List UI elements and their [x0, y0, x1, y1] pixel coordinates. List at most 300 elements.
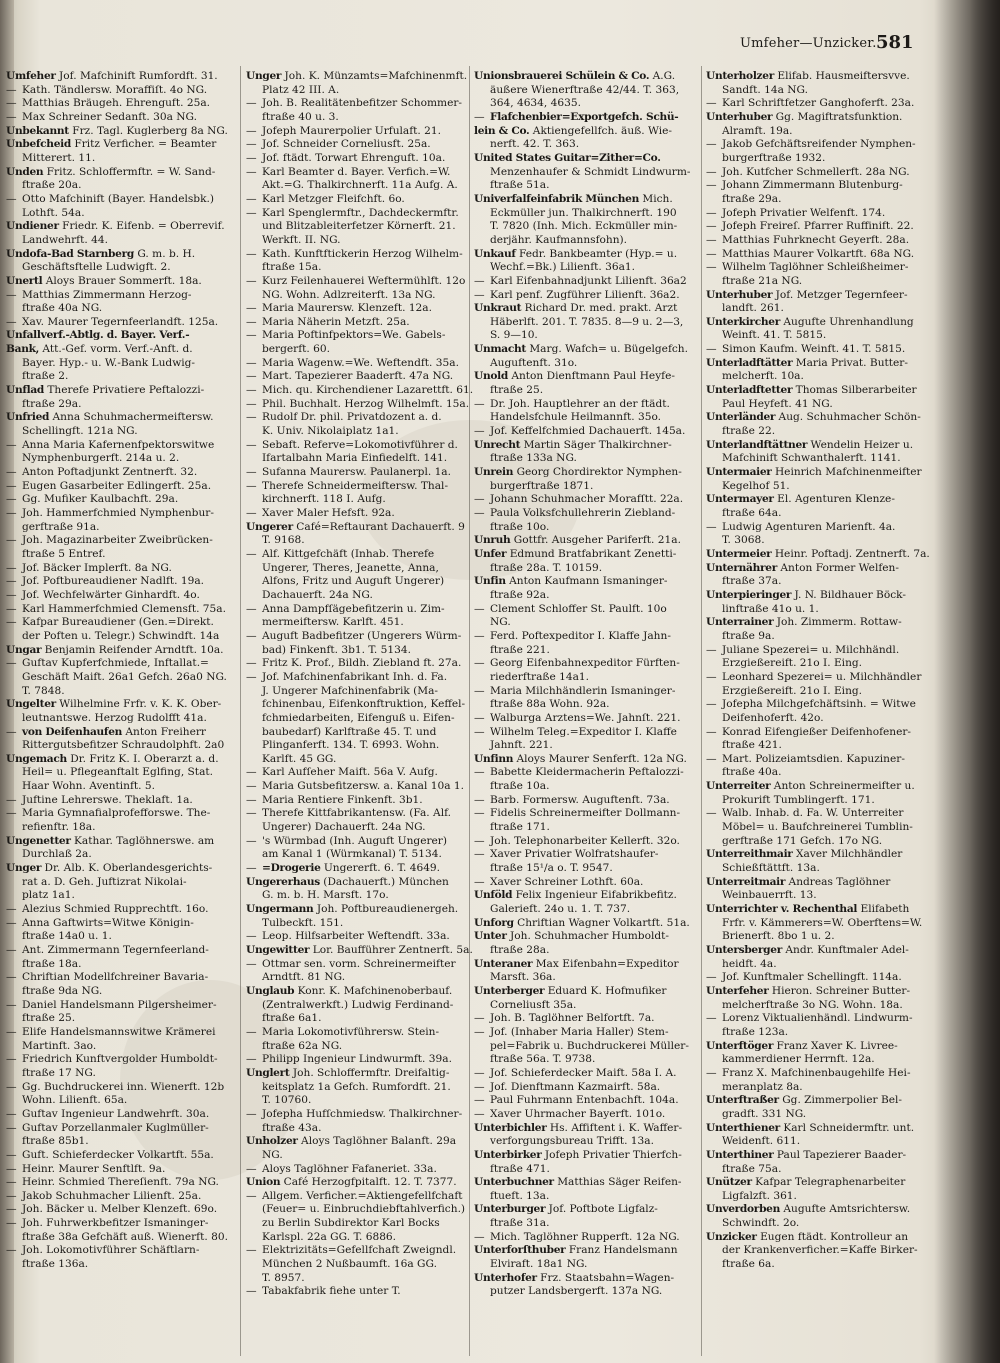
entry-text: Fritz Verficher. = Beamter	[70, 138, 217, 151]
entry-text: Jofeph Privatier Thierfch-	[541, 1148, 682, 1161]
entry-text: Mart. Tapezierer Baaderft. 47a NG.	[262, 370, 454, 383]
entry-text: ftraße 5 Entref.	[22, 547, 106, 560]
entry-continuation	[6, 889, 234, 902]
entry-text: Matthias Maurer Volkartft. 68a NG.	[722, 247, 915, 260]
entry-surname: Unterfeher	[706, 984, 769, 997]
entry-text: Jof. ftädt. Torwart Ehrenguft. 10a.	[262, 151, 446, 164]
entry-text: Jof. Kunftmaler Schellingft. 114a.	[722, 971, 902, 984]
entry-dash: —	[6, 1162, 17, 1175]
entry-text: Eugen ftädt. Kontrolleur an	[756, 1230, 909, 1243]
entry-continuation	[706, 821, 934, 834]
entry-continuation	[6, 357, 234, 370]
directory-entry	[246, 1026, 474, 1039]
entry-text: Barb. Formersw. Auguftenft. 73a.	[490, 793, 670, 806]
entry-dash: —	[6, 793, 17, 806]
entry-text: Andreas Taglöhner	[785, 875, 891, 888]
entry-surname: Untermeier	[706, 547, 772, 560]
entry-text: Joh. Schuhmacher Humboldt-	[506, 930, 669, 943]
entry-text: Xaver Schreiner Lothft. 60a.	[490, 875, 644, 888]
directory-entry	[246, 439, 474, 452]
entry-continuation	[246, 562, 474, 575]
entry-dash: —	[706, 220, 717, 233]
entry-text: Jof. Keffelfchmied Dachauerft. 145a.	[490, 425, 686, 438]
entry-dash: —	[246, 151, 257, 164]
entry-surname: Unterburger	[474, 1203, 546, 1216]
entry-continuation	[6, 1040, 234, 1053]
entry-continuation	[6, 630, 234, 643]
entry-dash: —	[6, 192, 17, 205]
running-head: Umfeher—Unzicker.	[740, 36, 877, 51]
entry-continuation	[6, 685, 234, 698]
entry-surname: Ungererhaus	[246, 875, 320, 888]
entry-text: Heinrich Mafchinenmeifter	[771, 466, 922, 479]
entry-text: ftueft. 13a.	[490, 1189, 550, 1202]
entry-text: Mafchinift Schwanthalerft. 1141.	[722, 452, 901, 465]
entry-text: Max Schreiner Sedanft. 30a NG.	[22, 110, 198, 123]
entry-text: Richard Dr. med. prakt. Arzt	[521, 302, 678, 315]
directory-entry	[706, 726, 934, 739]
entry-dash: —	[6, 1080, 17, 1093]
entry-continuation	[474, 138, 702, 151]
directory-entry	[6, 807, 234, 820]
entry-text: Dr. Alb. K. Oberlandesgerichts-	[41, 862, 213, 875]
entry-dash: —	[246, 397, 257, 410]
entry-continuation	[706, 480, 934, 493]
directory-entry	[474, 958, 702, 971]
entry-text: melcherft. 10a.	[722, 370, 804, 383]
entry-text: Matthias Fuhrknecht Geyerft. 28a.	[722, 233, 910, 246]
entry-continuation	[6, 821, 234, 834]
directory-entry	[6, 917, 234, 930]
entry-text: Rudolf Dr. phil. Privatdozent a. d.	[262, 411, 442, 424]
directory-entry	[706, 111, 934, 124]
entry-text: Ungererft. 6. T. 4649.	[320, 862, 441, 875]
entry-text: Lothft. 54a.	[22, 206, 85, 219]
directory-entry	[6, 275, 234, 288]
entry-text: Maria Poftinfpektors=We. Gabels-	[262, 329, 446, 342]
directory-entry	[706, 903, 934, 916]
entry-text: fchinenbau, Eifenkonftruktion, Keffel-	[262, 698, 466, 711]
entry-text: Dr. Fritz K. I. Oberarzt a. d.	[66, 752, 219, 765]
entry-text: nerft. 42. T. 363.	[490, 138, 580, 151]
entry-continuation	[706, 657, 934, 670]
entry-text: NG. Wohn. Adlzreiterft. 13a NG.	[262, 288, 436, 301]
entry-surname: Unfried	[6, 411, 50, 424]
entry-dash: —	[474, 425, 485, 438]
entry-surname: =Drogerie	[262, 862, 321, 875]
entry-continuation	[474, 207, 702, 220]
entry-continuation	[6, 521, 234, 534]
entry-continuation	[6, 234, 234, 247]
entry-text: Chriftian Modellfchreiner Bavaria-	[22, 971, 209, 984]
entry-text: Jofeph Freireſ. Pfarrer Ruffinift. 22.	[722, 220, 914, 233]
entry-dash: —	[474, 1107, 485, 1120]
entry-surname: Unverdorben	[706, 1203, 781, 1216]
directory-entry	[706, 207, 934, 220]
entry-text: Guftav Kupferfchmiede, Inftallat.=	[22, 657, 209, 670]
entry-text: Arndtft. 81 NG.	[262, 971, 346, 984]
entry-text: Sufanna Maurersw. Paulanerpl. 1a.	[262, 466, 451, 479]
directory-entry	[6, 903, 234, 916]
entry-dash: —	[706, 97, 717, 110]
directory-entry	[6, 111, 234, 124]
entry-text: Lorenz Viktualienhändl. Lindwurm-	[722, 1012, 913, 1025]
entry-text: G. m. b. H. Marsft. 17o.	[262, 889, 389, 902]
entry-text: zu Berlin Subdirektor Karl Bocks	[262, 1217, 440, 1230]
entry-dash: —	[6, 466, 17, 479]
entry-continuation	[246, 644, 474, 657]
entry-text: Johann Zimmermann Blutenburg-	[722, 179, 903, 192]
entry-dash: —	[6, 507, 17, 519]
directory-column-4	[706, 70, 934, 1355]
entry-continuation	[474, 234, 702, 247]
entry-dash: —	[246, 807, 257, 820]
directory-entry	[246, 903, 474, 916]
directory-entry	[6, 1163, 234, 1176]
directory-entry	[474, 889, 702, 902]
directory-entry	[706, 985, 934, 998]
entry-text: T. 7848.	[22, 684, 65, 697]
entry-text: baubedarf) Karlftraße 45. T. und	[262, 725, 437, 738]
directory-entry	[246, 1163, 474, 1176]
directory-entry	[474, 493, 702, 506]
directory-entry	[6, 411, 234, 424]
entry-text: Marg. Wafch= u. Bügelgefch.	[525, 343, 688, 356]
directory-entry	[706, 1231, 934, 1244]
entry-surname: Unger	[246, 70, 282, 82]
entry-text: ftraße 51a.	[490, 179, 550, 192]
directory-entry	[6, 753, 234, 766]
entry-text: ftraße 221.	[490, 643, 550, 656]
entry-continuation	[474, 1053, 702, 1066]
entry-continuation	[474, 97, 702, 110]
entry-continuation	[474, 616, 702, 629]
entry-text: mermeiftersw. Karlft. 451.	[262, 616, 404, 629]
entry-text: Frz. Staatsbahn=Wagen-	[536, 1271, 675, 1284]
entry-text: äußere Wienerftraße 42/44. T. 363,	[490, 83, 680, 96]
directory-entry	[706, 753, 934, 766]
entry-continuation	[246, 848, 474, 861]
entry-continuation	[246, 889, 474, 902]
entry-dash: —	[706, 1066, 717, 1079]
entry-continuation	[246, 821, 474, 834]
entry-continuation	[706, 603, 934, 616]
directory-entry	[706, 671, 934, 684]
entry-text: Karl Spenglermftr., Dachdeckermftr.	[262, 206, 459, 219]
entry-text: Fritz. Schloffermftr. = W. Sand-	[43, 165, 216, 178]
directory-entry	[474, 1012, 702, 1025]
entry-continuation	[246, 534, 474, 547]
directory-entry	[6, 493, 234, 506]
entry-surname: Unertl	[6, 274, 43, 287]
entry-text: ftraße 25.	[22, 1012, 76, 1025]
directory-entry	[6, 343, 234, 356]
directory-entry	[706, 220, 934, 233]
entry-text: Joh. Lokomotivführer Schäftlarn-	[22, 1244, 200, 1257]
directory-entry	[706, 179, 934, 192]
entry-text: Martinft. 3ao.	[22, 1039, 97, 1052]
entry-text: Gg. Magiftratsfunktion.	[772, 110, 903, 123]
entry-text: Maria Milchhändlerin Ismaninger-	[490, 684, 676, 697]
page-number: 581	[876, 32, 914, 53]
entry-text: Anton Dienftmann Paul Heyfe-	[507, 370, 675, 383]
directory-entry	[474, 794, 702, 807]
entry-continuation	[474, 329, 702, 342]
entry-surname: Unterladftätter	[706, 356, 793, 369]
entry-text: Heinr. Schmied Thereſienft. 79a NG.	[22, 1176, 219, 1189]
entry-continuation	[246, 589, 474, 602]
directory-entry	[474, 125, 702, 138]
entry-text: Mart. Polizeiamtsdien. Kapuziner-	[722, 752, 905, 765]
entry-dash: —	[6, 1203, 17, 1216]
entry-continuation	[246, 1231, 474, 1244]
entry-text: Phil. Buchhalt. Herzog Wilhelmft. 15a.	[262, 397, 470, 410]
directory-entry	[6, 1081, 234, 1094]
entry-dash: —	[6, 903, 17, 916]
entry-dash: —	[246, 247, 257, 260]
entry-text: gerftraße 171 Gefch. 17o NG.	[722, 834, 883, 847]
entry-text: Therefe Privatiere Peftalozzi-	[44, 384, 205, 397]
entry-text: Jof. (Inhaber Maria Haller) Stem-	[490, 1025, 669, 1038]
entry-continuation	[706, 1258, 934, 1271]
entry-text: ftraße 40a.	[722, 766, 782, 779]
entry-text: (Feuer= u. Einbruchdiebftahlverfich.)	[262, 1203, 466, 1216]
directory-entry	[706, 1122, 934, 1135]
entry-dash: —	[474, 1094, 485, 1107]
directory-entry	[246, 603, 474, 616]
entry-text: ftraße 123a.	[722, 1025, 789, 1038]
entry-text: Dr. Joh. Hauptlehrer an der ftädt.	[490, 397, 670, 410]
entry-continuation	[6, 780, 234, 793]
entry-text: meranplatz 8a.	[722, 1080, 803, 1093]
entry-continuation	[246, 753, 474, 766]
entry-dash: —	[6, 616, 17, 629]
entry-text: Geschäftsftelle Ludwigft. 2.	[22, 261, 171, 274]
entry-text: Ligfalzft. 361.	[722, 1189, 797, 1202]
entry-dash: —	[6, 438, 17, 451]
entry-continuation	[246, 739, 474, 752]
entry-continuation	[6, 985, 234, 998]
entry-continuation	[6, 425, 234, 438]
directory-entry	[474, 248, 702, 261]
entry-surname: Unterftöger	[706, 1039, 774, 1052]
entry-text: T. 10760.	[262, 1094, 312, 1107]
entry-continuation	[246, 220, 474, 233]
directory-entry	[706, 616, 934, 629]
entry-text: melcherftraße 3o NG. Wohn. 18a.	[722, 998, 903, 1011]
entry-continuation	[246, 289, 474, 302]
directory-entry	[246, 766, 474, 779]
directory-entry	[246, 985, 474, 998]
entry-text: bergerft. 60.	[262, 343, 330, 356]
entry-continuation	[706, 930, 934, 943]
entry-dash: —	[6, 588, 17, 601]
entry-continuation	[474, 780, 702, 793]
entry-surname: Unterberger	[474, 984, 545, 997]
entry-text: Mich. qu. Kirchendiener Lazarettft. 61.	[262, 384, 474, 397]
entry-text: ftraße 22.	[722, 425, 776, 438]
directory-entry	[6, 1244, 234, 1257]
entry-continuation	[706, 370, 934, 383]
directory-entry	[246, 480, 474, 493]
entry-surname: Unützer	[706, 1176, 752, 1189]
entry-dash: —	[246, 356, 257, 369]
entry-text: kammerdiener Herrnft. 12a.	[722, 1053, 875, 1066]
entry-text: Paul Fuhrmann Entenbachft. 104a.	[490, 1094, 679, 1107]
entry-text: Karl penf. Zugführer Lilienft. 36a2.	[490, 288, 680, 301]
directory-entry	[6, 1122, 234, 1135]
directory-entry	[6, 97, 234, 110]
entry-continuation	[246, 1094, 474, 1107]
entry-text: Kathar. Taglöhnerswe. am	[70, 834, 215, 847]
entry-dash: —	[474, 602, 485, 615]
entry-surname: Ungermann	[246, 903, 314, 916]
entry-dash: —	[6, 110, 17, 123]
directory-entry	[6, 657, 234, 670]
entry-text: Gottfr. Ausgeher Pariferft. 21a.	[510, 534, 681, 547]
entry-continuation	[474, 944, 702, 957]
entry-surname: von Deifenhaufen	[22, 725, 123, 738]
entry-text: Kafpar Telegraphenarbeiter	[751, 1176, 906, 1189]
directory-entry	[474, 930, 702, 943]
entry-text: Kath. Kunftftickerin Herzog Wilhelm-	[262, 247, 463, 260]
entry-surname: Ungerer	[246, 520, 293, 533]
entry-text: Haar Wohn. Aventinft. 5.	[22, 780, 156, 793]
entry-dash: —	[6, 1176, 17, 1189]
entry-continuation	[474, 1135, 702, 1148]
entry-text: Auguftenft. 31o.	[490, 356, 578, 369]
entry-dash: —	[6, 944, 17, 956]
entry-text: Fedr. Bankbeamter (Hyp.= u.	[515, 247, 678, 260]
entry-text: ftraße 31a.	[490, 1217, 550, 1230]
entry-text: Jofeph Privatier Welfenft. 174.	[722, 206, 886, 219]
entry-continuation	[706, 1053, 934, 1066]
entry-surname: Undiener	[6, 220, 59, 233]
entry-dash: —	[246, 793, 257, 806]
entry-text: Konr. K. Mafchinenoberbauf.	[294, 984, 453, 997]
entry-continuation	[246, 1012, 474, 1025]
directory-entry	[706, 138, 934, 151]
entry-continuation	[474, 1040, 702, 1053]
entry-text: Maria Lokomotivführersw. Stein-	[262, 1025, 440, 1038]
entry-continuation	[246, 111, 474, 124]
directory-entry	[246, 1135, 474, 1148]
entry-text: ftraße 25.	[490, 384, 544, 397]
directory-entry	[706, 1040, 934, 1053]
entry-text: Jofepha Hufſchmiedsw. Thalkirchner-	[262, 1107, 463, 1120]
entry-surname: Unden	[6, 165, 44, 178]
entry-dash: —	[6, 97, 17, 110]
entry-text: (Dachauerft.) München	[319, 875, 449, 888]
directory-entry	[6, 575, 234, 588]
entry-continuation	[246, 1258, 474, 1271]
entry-surname: Unterhofer	[474, 1271, 537, 1284]
entry-continuation	[6, 452, 234, 465]
entry-continuation	[246, 425, 474, 438]
entry-dash: —	[246, 1025, 257, 1038]
directory-entry	[474, 1108, 702, 1121]
entry-text: Dachauerft. 24a NG.	[262, 588, 373, 601]
directory-entry	[474, 575, 702, 588]
directory-entry	[706, 384, 934, 397]
entry-dash: —	[246, 206, 257, 219]
entry-text: Joh. Fuhrwerkbefitzer Ismaninger-	[22, 1217, 209, 1230]
entry-text: Wendelin Heizer u.	[807, 438, 914, 451]
entry-text: Kurz Feilenhauerei Weftermühlft. 12o	[262, 274, 466, 287]
entry-text: der Krankenverficher.=Kaffe Birker-	[722, 1244, 918, 1257]
directory-entry	[6, 1026, 234, 1039]
entry-continuation	[706, 84, 934, 97]
directory-entry	[474, 766, 702, 779]
entry-continuation	[706, 766, 934, 779]
entry-text: Karl Schneidermftr. unt.	[779, 1121, 915, 1134]
entry-dash: —	[246, 547, 257, 560]
entry-continuation	[474, 84, 702, 97]
entry-text: Xaver Milchhändler	[792, 848, 903, 861]
entry-continuation	[6, 671, 234, 684]
entry-dash: —	[6, 315, 17, 328]
entry-continuation	[474, 261, 702, 274]
entry-dash: —	[706, 725, 717, 738]
entry-dash: —	[246, 1189, 257, 1202]
directory-entry	[706, 1149, 934, 1162]
entry-text: Weidenft. 611.	[722, 1135, 801, 1148]
entry-continuation	[246, 726, 474, 739]
entry-text: J. N. Bildhauer Böck-	[791, 588, 906, 601]
entry-dash: —	[246, 411, 257, 424]
entry-text: Anton Schreinermeifter u.	[770, 780, 915, 793]
directory-entry	[246, 329, 474, 342]
directory-entry	[246, 876, 474, 889]
entry-continuation	[246, 971, 474, 984]
entry-text: Joh. Bäcker u. Melber Klenzeft. 69o.	[22, 1203, 218, 1216]
entry-continuation	[706, 917, 934, 930]
entry-text: Plinganferft. 134. T. 6993. Wohn.	[262, 739, 440, 752]
directory-entry	[706, 1176, 934, 1189]
entry-text: Werkft. II. NG.	[262, 233, 341, 246]
entry-surname: Unterreitmair	[706, 875, 786, 888]
entry-dash: —	[706, 670, 717, 683]
entry-continuation	[6, 207, 234, 220]
directory-entry	[246, 125, 474, 138]
entry-text: Wechf.=Bk.) Lilienft. 36a1.	[490, 261, 636, 274]
entry-text: Xav. Maurer Tegernfeerlandft. 125a.	[22, 315, 219, 328]
entry-continuation	[474, 971, 702, 984]
entry-surname: Unteraner	[474, 957, 533, 970]
entry-text: burgerftraße 1932.	[722, 151, 826, 164]
directory-entry	[246, 207, 474, 220]
entry-text: Andr. Kunftmaler Adel-	[781, 944, 909, 956]
entry-surname: United States Guitar=Zither=Co.	[474, 151, 661, 164]
entry-continuation	[474, 589, 702, 602]
entry-continuation	[6, 548, 234, 561]
entry-surname: Unzicker	[706, 1230, 757, 1243]
entry-text: Sebaft. Referve=Lokomotivführer d.	[262, 438, 458, 451]
directory-entry	[246, 275, 474, 288]
entry-text: ftraße 64a.	[722, 507, 782, 519]
entry-dash: —	[474, 507, 485, 519]
entry-surname: Unruh	[474, 534, 511, 547]
entry-text: rat a. D. Geh. Juftizrat Nikolai-	[22, 875, 187, 888]
entry-text: S. 9—10.	[490, 329, 538, 342]
entry-continuation	[246, 1081, 474, 1094]
directory-entry	[474, 343, 702, 356]
entry-continuation	[246, 234, 474, 247]
directory-entry	[246, 1244, 474, 1257]
entry-continuation	[706, 1190, 934, 1203]
entry-continuation	[474, 739, 702, 752]
entry-text: Att.-Gef. vorm. Verf.-Anft. d.	[39, 343, 193, 356]
